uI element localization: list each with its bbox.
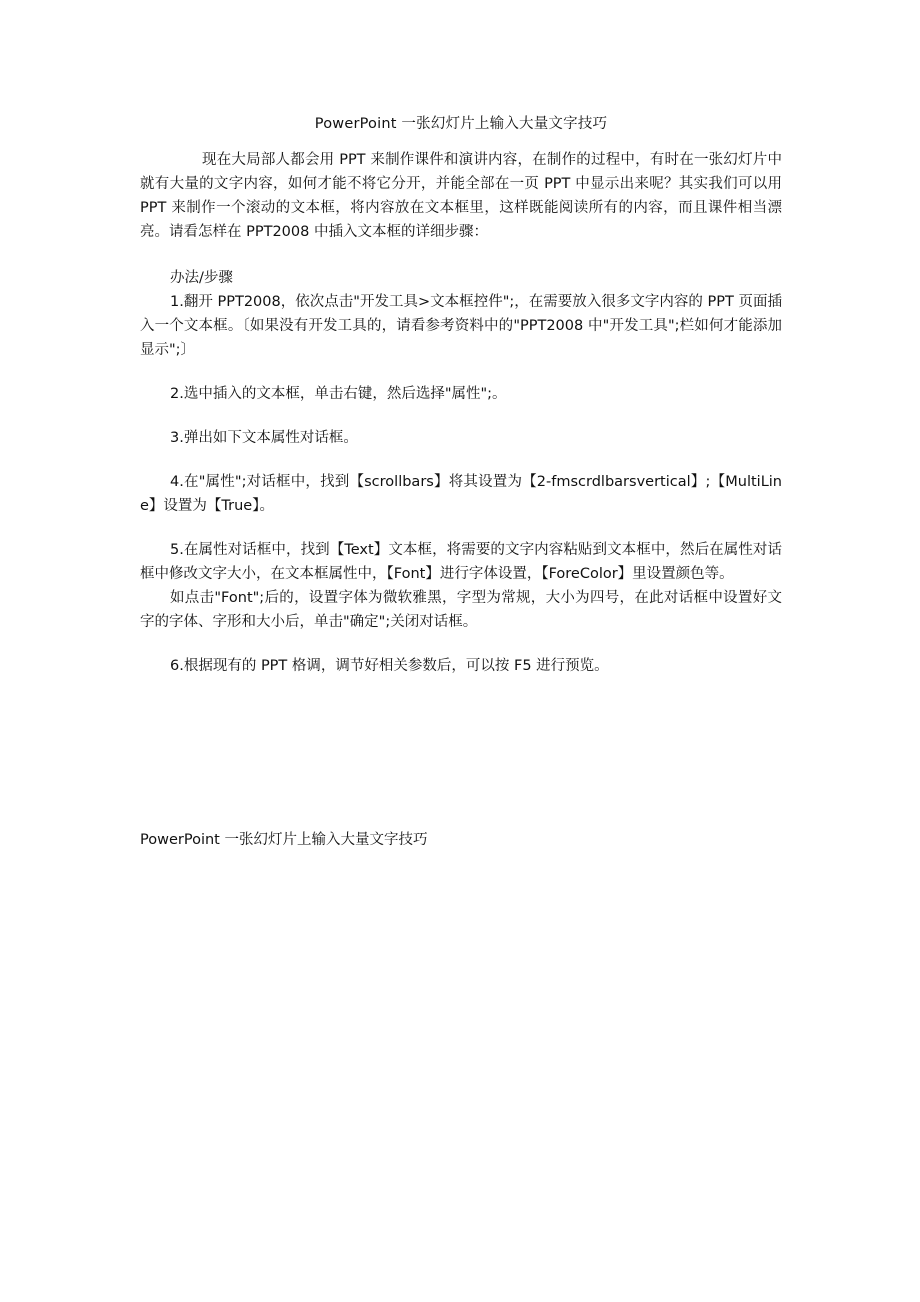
step-5: 5.在属性对话框中，找到【Text】文本框，将需要的文字内容粘贴到文本框中，然后在属性对话框中修改文字大小，在文本框属性中，【Font】进行字体设置，【ForeColor】里设置颜色等。 — [140, 542, 782, 582]
method-heading: 办法/步骤 — [170, 270, 233, 286]
intro-paragraph: 现在大局部人都会用 PPT 来制作课件和演讲内容，在制作的过程中，有时在一张幻灯片中就有大量的文字内容，如何才能不将它分开，并能全部在一页 PPT 中显示出来呢？其实我们可以用 PPT 来制作一个滚动的文本框，将内容放在文本框里，这样既能阅读所有的内容，而且课件相当漂亮。请看怎样在 PPT2008 中插入文本框的详细步骤： — [140, 152, 782, 240]
footer-title: PowerPoint 一张幻灯片上输入大量文字技巧 — [140, 832, 428, 848]
step-4: 4.在"属性";对话框中，找到【scrollbars】将其设置为【2-fmscrdlbarsvertical】;【MultiLine】设置为【True】。 — [140, 474, 782, 514]
document-title: PowerPoint 一张幻灯片上输入大量文字技巧 — [314, 116, 608, 132]
document-body — [140, 112, 782, 678]
step-2: 2.选中插入的文本框，单击右键，然后选择"属性";。 — [170, 386, 507, 402]
step-5-note: 如点击"Font";后的，设置字体为微软雅黑，字型为常规，大小为四号，在此对话框中设置好文字的字体、字形和大小后，单击"确定";关闭对话框。 — [140, 590, 782, 630]
step-3: 3.弹出如下文本属性对话框。 — [170, 430, 358, 446]
step-1: 1.翻开 PPT2008，依次点击"开发工具>文本框控件";，在需要放入很多文字内容的 PPT 页面插入一个文本框。〔如果没有开发工具的，请看参考资料中的"PPT2008 中"开发工具";栏如何才能添加显示";〕 — [140, 294, 782, 358]
step-6: 6.根据现有的 PPT 格调，调节好相关参数后，可以按 F5 进行预览。 — [170, 658, 609, 674]
